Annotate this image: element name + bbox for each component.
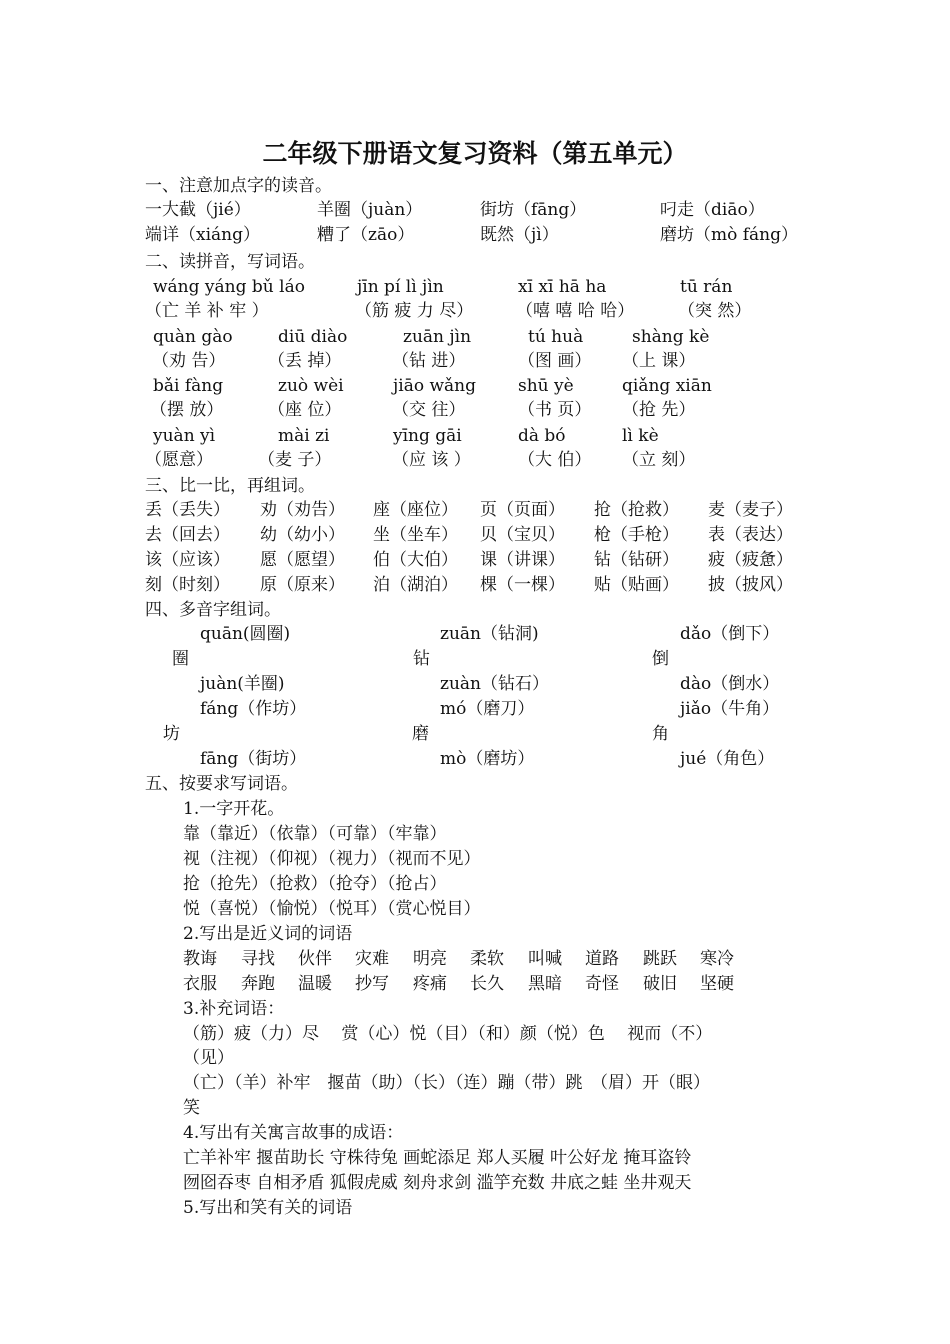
polyphone-reading: quān(圆圈) [200, 624, 291, 644]
word-answer: （应 该 ） [392, 450, 471, 470]
section-3-heading: 三、比一比，再组词。 [145, 476, 315, 496]
synonym-word: 奔跑 [241, 974, 275, 994]
polyphone-reading: juàn(羊圈) [200, 674, 285, 694]
subsection-label: 3.补充词语： [183, 999, 285, 1019]
polyphone-reading: jué（角色） [680, 749, 775, 769]
compare-word: 座（座位） [373, 500, 458, 520]
compare-word: 伯（大伯） [373, 550, 458, 570]
word-answer: （书 页） [518, 400, 592, 420]
compare-word: 丢（丢失） [145, 500, 230, 520]
word-family-line: 靠（靠近）（依靠）（可靠）（牢靠） [183, 824, 447, 844]
word-answer: （座 位） [268, 400, 342, 420]
synonym-word: 长久 [470, 974, 504, 994]
compare-word: 枪（手枪） [594, 525, 679, 545]
pinyin: zuò wèi [278, 376, 344, 396]
section-4-heading: 四、多音字组词。 [145, 600, 281, 620]
synonym-word: 温暖 [298, 974, 332, 994]
word-answer: （麦 子） [258, 450, 332, 470]
synonym-word: 黑暗 [528, 974, 562, 994]
pinyin: diū diào [278, 327, 348, 347]
pinyin: zuān jìn [403, 327, 472, 347]
polyphone-char: 坊 [163, 724, 180, 744]
word-answer: （交 往） [392, 400, 466, 420]
subsection-label: 4.写出有关寓言故事的成语： [183, 1123, 404, 1143]
word-answer: （图 画） [518, 351, 592, 371]
compare-word: 钻（钻研） [594, 550, 679, 570]
compare-word: 麦（麦子） [708, 500, 793, 520]
polyphone-reading: dǎo（倒下） [680, 624, 780, 644]
pinyin: shàng kè [632, 327, 710, 347]
reading-item: 端详（xiáng） [145, 225, 260, 245]
word-answer: （大 伯） [518, 450, 592, 470]
synonym-word: 寻找 [241, 949, 275, 969]
synonym-word: 明亮 [413, 949, 447, 969]
compare-word: 刻（时刻） [145, 575, 230, 595]
compare-word: 披（披风） [708, 575, 793, 595]
compare-word: 劝（劝告） [260, 500, 345, 520]
word-answer: （摆 放） [150, 400, 224, 420]
compare-word: 幼（幼小） [260, 525, 345, 545]
synonym-word: 教诲 [183, 949, 217, 969]
pinyin: yuàn yì [153, 426, 216, 446]
pinyin: quàn gào [153, 327, 233, 347]
polyphone-char: 钻 [413, 649, 430, 669]
synonym-word: 坚硬 [700, 974, 734, 994]
fill-in-line: 笑 [183, 1098, 200, 1118]
reading-item: 磨坊（mò fáng） [660, 225, 799, 245]
word-answer: （嘻 嘻 哈 哈） [516, 301, 635, 321]
pinyin: tú huà [528, 327, 584, 347]
fill-in-line: （亡）（羊）补牢 揠苗（助）（长）（连）蹦（带）跳 （眉）开（眼） [183, 1073, 710, 1093]
pinyin: dà bó [518, 426, 566, 446]
pinyin: wáng yáng bǔ láo [153, 277, 305, 297]
polyphone-reading: fáng（作坊） [200, 699, 307, 719]
subsection-label: 1.一字开花。 [183, 799, 285, 819]
compare-word: 抢（抢救） [594, 500, 679, 520]
synonym-word: 疼痛 [413, 974, 447, 994]
synonym-word: 叫喊 [528, 949, 562, 969]
pinyin: jīn pí lì jìn [357, 277, 444, 297]
section-1-heading: 一、注意加点字的读音。 [145, 176, 332, 196]
polyphone-reading: jiǎo（牛角） [680, 699, 780, 719]
compare-word: 页（页面） [480, 500, 565, 520]
polyphone-reading: mò（磨坊） [440, 749, 535, 769]
synonym-word: 跳跃 [643, 949, 677, 969]
word-answer: （愿意） [145, 450, 213, 470]
reading-item: 街坊（fāng） [480, 200, 587, 220]
word-answer: （亡 羊 补 牢 ） [145, 301, 269, 321]
synonym-word: 灾难 [355, 949, 389, 969]
compare-word: 原（原来） [260, 575, 345, 595]
word-answer: （钻 进） [392, 351, 466, 371]
pinyin: bǎi fàng [153, 376, 224, 396]
reading-item: 糟了（zāo） [317, 225, 415, 245]
polyphone-reading: zuàn（钻石） [440, 674, 549, 694]
compare-word: 愿（愿望） [260, 550, 345, 570]
fill-in-line: （见） [183, 1048, 234, 1068]
polyphone-reading: zuān（钻洞) [440, 624, 539, 644]
pinyin: yīng gāi [393, 426, 462, 446]
compare-word: 去（回去） [145, 525, 230, 545]
pinyin: mài zi [278, 426, 330, 446]
synonym-word: 奇怪 [585, 974, 619, 994]
word-answer: （抢 先） [622, 400, 696, 420]
polyphone-reading: mó（磨刀） [440, 699, 535, 719]
word-answer: （筋 疲 力 尽） [355, 301, 474, 321]
synonym-word: 抄写 [355, 974, 389, 994]
pinyin: qiǎng xiān [622, 376, 712, 396]
subsection-label: 5.写出和笑有关的词语 [183, 1198, 353, 1218]
page-title: 二年级下册语文复习资料（第五单元） [262, 139, 688, 168]
word-family-line: 视（注视）（仰视）（视力）（视而不见） [183, 849, 481, 869]
word-answer: （劝 告） [152, 351, 226, 371]
compare-word: 棵（一棵） [480, 575, 565, 595]
polyphone-reading: dào（倒水） [680, 674, 780, 694]
polyphone-char: 倒 [652, 649, 669, 669]
reading-item: 羊圈（juàn） [317, 200, 423, 220]
fill-in-line: （筋）疲（力）尽 赏（心）悦（目）（和）颜（悦）色 视而（不） [183, 1024, 713, 1044]
word-family-line: 抢（抢先）（抢救）（抢夺）（抢占） [183, 874, 447, 894]
section-5-heading: 五、按要求写词语。 [145, 774, 298, 794]
polyphone-char: 角 [652, 724, 669, 744]
idiom-line: 囫囵吞枣 自相矛盾 狐假虎威 刻舟求剑 滥竽充数 井底之蛙 坐井观天 [183, 1173, 692, 1193]
reading-item: 一大截（jié） [145, 200, 251, 220]
word-family-line: 悦（喜悦）（愉悦）（悦耳）（赏心悦目） [183, 899, 481, 919]
synonym-word: 道路 [585, 949, 619, 969]
pinyin: jiāo wǎng [393, 376, 476, 396]
polyphone-char: 磨 [412, 724, 429, 744]
synonym-word: 伙伴 [298, 949, 332, 969]
compare-word: 泊（湖泊） [373, 575, 458, 595]
compare-word: 该（应该） [145, 550, 230, 570]
synonym-word: 寒冷 [700, 949, 734, 969]
section-2-heading: 二、读拼音，写词语。 [145, 252, 315, 272]
word-answer: （丢 掉） [268, 351, 342, 371]
compare-word: 课（讲课） [480, 550, 565, 570]
compare-word: 坐（坐车） [373, 525, 458, 545]
polyphone-char: 圈 [172, 649, 189, 669]
subsection-label: 2.写出是近义词的词语 [183, 924, 353, 944]
pinyin: shū yè [518, 376, 574, 396]
synonym-word: 衣服 [183, 974, 217, 994]
word-answer: （立 刻） [622, 450, 696, 470]
word-answer: （上 课） [622, 351, 696, 371]
pinyin: tū rán [680, 277, 733, 297]
reading-item: 叼走（diāo） [660, 200, 765, 220]
polyphone-reading: fāng（街坊） [200, 749, 307, 769]
compare-word: 贴（贴画） [594, 575, 679, 595]
synonym-word: 破旧 [643, 974, 677, 994]
synonym-word: 柔软 [470, 949, 504, 969]
reading-item: 既然（jì） [480, 225, 559, 245]
compare-word: 疲（疲惫） [708, 550, 793, 570]
pinyin: xī xī hā ha [518, 277, 607, 297]
compare-word: 表（表达） [708, 525, 793, 545]
word-answer: （突 然） [678, 301, 752, 321]
compare-word: 贝（宝贝） [480, 525, 565, 545]
pinyin: lì kè [622, 426, 659, 446]
idiom-line: 亡羊补牢 揠苗助长 守株待兔 画蛇添足 郑人买履 叶公好龙 掩耳盗铃 [183, 1148, 692, 1168]
